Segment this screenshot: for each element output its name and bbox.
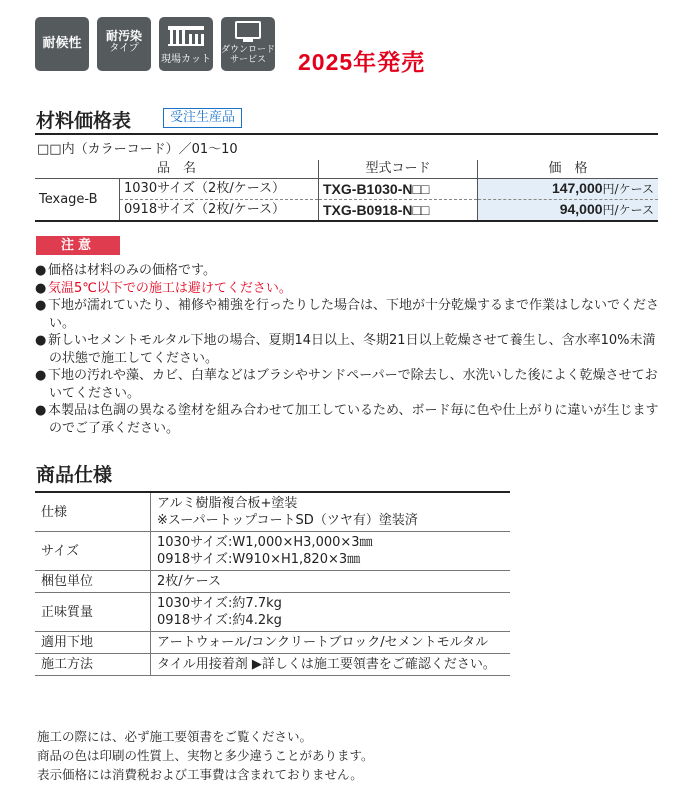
price-unit: 円/ケース bbox=[602, 182, 654, 196]
spec-value: 2枚/ケース bbox=[151, 571, 511, 593]
list-item: ● 本製品は色調の異なる塗材を組み合わせて加工しているため、ボード毎に色や仕上がりに違いが生じますのでご了承ください。 bbox=[35, 403, 659, 436]
row-price bbox=[478, 200, 659, 222]
weather-label: 耐候性 bbox=[42, 36, 82, 51]
table-row bbox=[35, 532, 510, 571]
header-code: 型式コード bbox=[319, 160, 478, 179]
color-code-note: □□内（カラーコード）／01～10 bbox=[37, 142, 238, 157]
row-code: TXG-B0918-N□□ bbox=[319, 200, 478, 222]
spec-table bbox=[35, 491, 510, 676]
price-value: 147,000 bbox=[551, 180, 603, 196]
footer-notes bbox=[37, 727, 374, 784]
price-table-header bbox=[35, 160, 658, 179]
caution-label: 注意 bbox=[36, 236, 120, 255]
footer-line: 商品の色は印刷の性質上、実物と多少違うことがあります。 bbox=[37, 748, 374, 763]
row-size: 1030サイズ（2枚/ケース） bbox=[124, 181, 286, 196]
made-to-order-badge: 受注生産品 bbox=[163, 108, 242, 128]
monitor-icon bbox=[235, 21, 261, 39]
header-price: 価 格 bbox=[478, 160, 659, 179]
spec-key: 梱包単位 bbox=[35, 571, 151, 593]
table-row bbox=[35, 632, 510, 654]
specs-title: 商品仕様 bbox=[36, 464, 113, 486]
row-size: 0918サイズ（2枚/ケース） bbox=[120, 200, 319, 222]
materials-title: 材料価格表 bbox=[36, 110, 132, 132]
section-rule bbox=[35, 133, 658, 135]
cut-board-icon bbox=[164, 22, 208, 50]
spec-value: タイル用接着剤 ▶詳しくは施工要領書をご確認ください。 bbox=[151, 654, 511, 676]
spec-value: アートウォール/コンクリートブロック/セメントモルタル bbox=[151, 632, 511, 654]
footer-line: 表示価格には消費税および工事費は含まれておりません。 bbox=[37, 767, 363, 782]
spec-value: アルミ樹脂複合板+塗装 ※スーパートップコートSD（ツヤ有）塗装済 bbox=[151, 492, 511, 532]
release-year: 2025年発売 bbox=[298, 49, 426, 75]
weather-resistance-icon bbox=[35, 17, 89, 71]
download-service-icon bbox=[221, 17, 275, 71]
footer-line: 施工の際には、必ず施工要領書をご覧ください。 bbox=[37, 729, 313, 744]
table-row bbox=[35, 654, 510, 676]
price-value: 94,000 bbox=[559, 201, 603, 217]
list-item: ● 価格は材料のみの価格です。 bbox=[35, 263, 216, 278]
table-row bbox=[35, 492, 510, 532]
spec-key: 仕様 bbox=[35, 492, 151, 532]
spec-key: 正味質量 bbox=[35, 593, 151, 632]
list-item: ● 気温5℃以下での施工は避けてください。 bbox=[35, 280, 292, 296]
download-line2: サービス bbox=[229, 55, 266, 65]
caution-list bbox=[35, 262, 660, 437]
stain-resistant-icon bbox=[97, 17, 151, 71]
price-table bbox=[35, 160, 658, 222]
table-row bbox=[35, 179, 658, 200]
table-row bbox=[35, 200, 658, 222]
stain-line1: 耐汚染 bbox=[105, 29, 142, 43]
row-price bbox=[478, 179, 659, 200]
table-row bbox=[35, 571, 510, 593]
spec-key: 施工方法 bbox=[35, 654, 151, 676]
site-cut-icon bbox=[159, 17, 213, 71]
price-unit: 円/ケース bbox=[602, 203, 654, 217]
spec-key: 適用下地 bbox=[35, 632, 151, 654]
download-line1: ダウンロード bbox=[221, 45, 276, 55]
list-item: ● 新しいセメントモルタル下地の場合、夏期14日以上、冬期21日以上乾燥させて養生し、含水率10%未満の状態で施工してください。 bbox=[35, 333, 656, 366]
row-code: TXG-B1030-N□□ bbox=[319, 179, 478, 200]
stain-line2: タイプ bbox=[109, 43, 139, 54]
spec-key: サイズ bbox=[35, 532, 151, 571]
header-name: 品 名 bbox=[35, 160, 319, 179]
spec-value: 1030サイズ:約7.7kg 0918サイズ:約4.2kg bbox=[151, 593, 511, 632]
table-row bbox=[35, 593, 510, 632]
cut-label: 現場カット bbox=[161, 54, 211, 65]
list-item: ● 下地が濡れていたり、補修や補強を行ったりした場合は、下地が十分乾燥するまで作業はしないでください。 bbox=[35, 298, 660, 331]
product-name: Texage-B bbox=[35, 179, 120, 222]
spec-value: 1030サイズ:W1,000×H3,000×3㎜ 0918サイズ:W910×H1,820×3㎜ bbox=[151, 532, 511, 571]
list-item: ● 下地の汚れや藻、カビ、白華などはブラシやサンドペーパーで除去し、水洗いした後によく乾燥させておいてください。 bbox=[35, 368, 658, 401]
